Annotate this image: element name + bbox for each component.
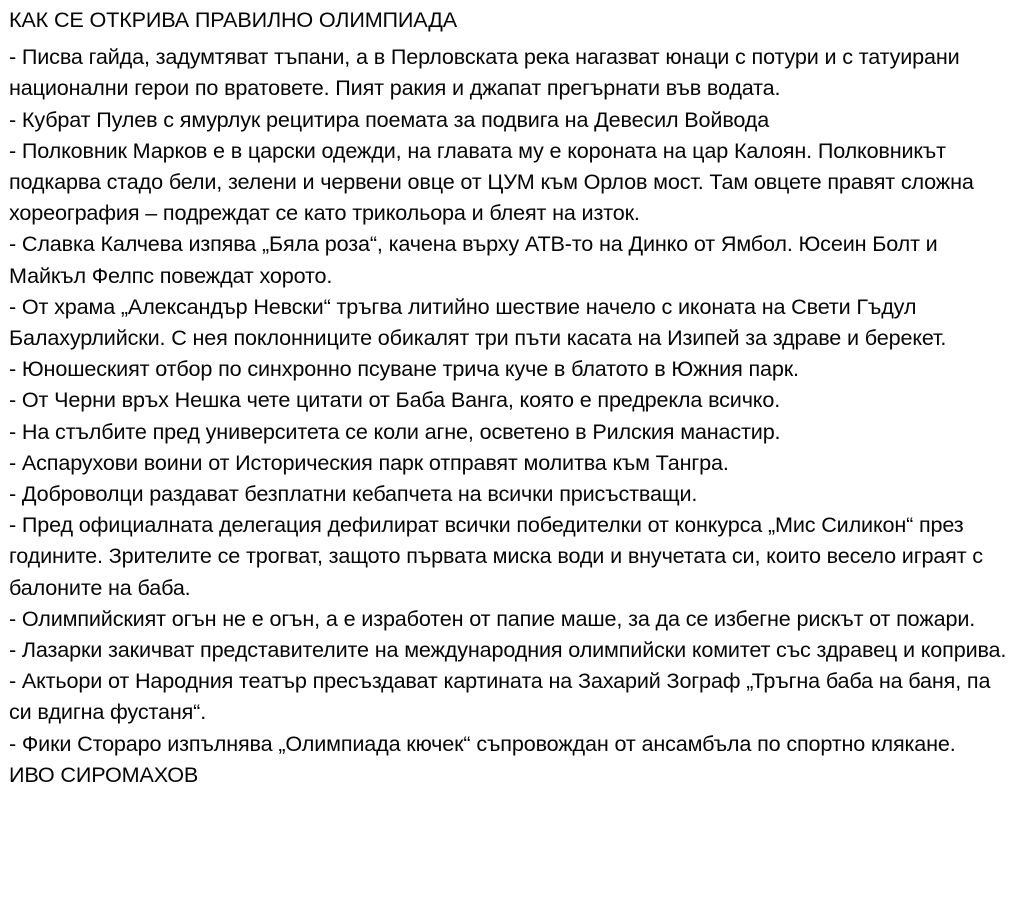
post-item: - Лазарки закичват представителите на международния олимпийски комитет със здравец и коприва. [9, 637, 1007, 663]
post-item: - Доброволци раздават безплатни кебапчета на всички присъстващи. [9, 481, 698, 507]
post-item: - От храма „Александър Невски“ тръгва литийно шествие начело с иконата на Свети Гъдул Балахурлийски. С нея поклонниците обикалят три пъти касата на Изипей за здраве и берекет. [9, 293, 947, 351]
post-body [9, 4, 1014, 790]
post-item: - На стълбите пред университета се коли агне, осветено в Рилския манастир. [9, 418, 781, 444]
post-author: ИВО СИРОМАХОВ [9, 761, 199, 787]
post-item: - Пред официалната делегация дефилират всички победителки от конкурса „Мис Силикон“ през годините. Зрителите се трогват, защото първата миска води и внучетата си, които весело играят с балоните на баба. [9, 512, 983, 600]
post-item: - Полковник Марков е в царски одежди, на главата му е короната на цар Калоян. Полковникът подкарва стадо бели, зелени и червени овце от ЦУМ към Орлов мост. Там овцете правят сложна хореография – подреждат се като трикольора и блеят на изток. [9, 137, 974, 226]
post-item: - Олимпийският огън не е огън, а е изработен от папие маше, за да се избегне рискът от пожари. [9, 605, 976, 631]
post-item: - Аспарухови воини от Историческия парк отправят молитва към Тангра. [9, 449, 729, 475]
post-item: - Юношеският отбор по синхронно псуване трича куче в блатото в Южния парк. [9, 356, 799, 382]
post-item: - От Черни връх Нешка чете цитати от Баба Ванга, която е предрекла всичко. [9, 387, 781, 413]
post-item: - Фики Стораро изпълнява „Олимпиада кючек“ съпровождан от ансамбъла по спортно клякане. [9, 730, 956, 756]
post-item: - Кубрат Пулев с ямурлук рецитира поемата за подвига на Девесил Войвода [9, 106, 770, 132]
post-item: - Славка Калчева изпява „Бяла роза“, качена върху АТВ-то на Динко от Ямбол. Юсеин Болт и Майкъл Фелпс повеждат хорото. [9, 231, 938, 288]
post-item: - Писва гайда, задумтяват тъпани, а в Перловската река нагазват юнаци с потури и с татуирани национални герои по вратовете. Пият ракия и джапат прегърнати във водата. [9, 44, 960, 101]
post-item: - Актьори от Народния театър пресъздават картината на Захарий Зограф „Тръгна баба на баня, па си вдигна фустаня“. [9, 668, 991, 725]
post-title: КАК СЕ ОТКРИВА ПРАВИЛНО ОЛИМПИАДА [9, 7, 457, 32]
